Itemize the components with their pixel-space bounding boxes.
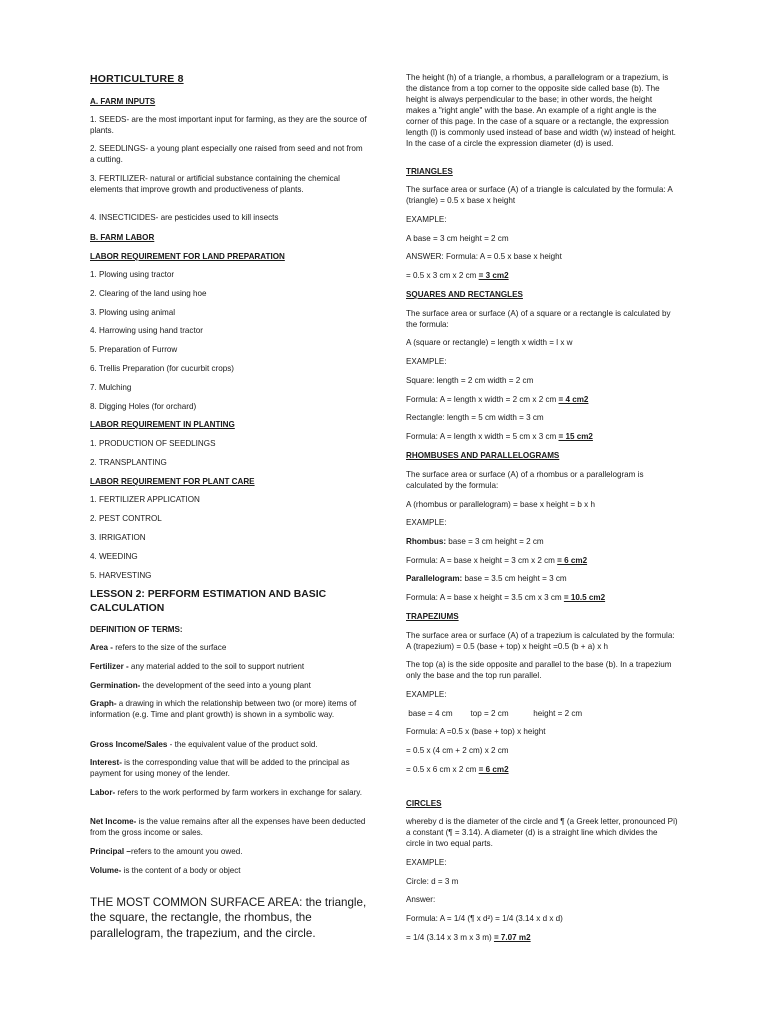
rhombus-example-label: EXAMPLE: — [406, 518, 447, 527]
trap-calc-1: = 0.5 x (4 cm + 2 cm) x 2 cm — [406, 746, 509, 755]
land-prep-heading: LABOR REQUIREMENT FOR LAND PREPARATION — [90, 252, 285, 261]
term-definition: the development of the seed into a young plant — [140, 681, 311, 690]
term-definition: refers to the amount you owed. — [130, 847, 243, 856]
term-item — [90, 787, 368, 798]
term-label: Interest- — [90, 758, 122, 767]
term-definition: a drawing in which the relationship between two (or more) items of information (e.g. Time and plant growth) is shown in a symbolic way. — [90, 699, 357, 719]
height-intro: The height (h) of a triangle, a rhombus, a parallelogram or a trapezium, is the distance from a top corner to the opposite side called base (b). The height is always perpendicular to the base; in other words, the height makes a "right angle" with the base. An example of a right angle is the corner of this page. In the case of a square or a rectangle, the expression length (l) is commonly used instead of base and width (w) instead of height. In the case of a circle the expression diameter (d) is used. — [406, 73, 676, 148]
plant-care-item: 5. HARVESTING — [90, 571, 152, 580]
farm-inputs-heading: A. FARM INPUTS — [90, 97, 156, 106]
term-item — [90, 739, 368, 750]
term-label: Area - — [90, 643, 113, 652]
land-prep-item: 1. Plowing using tractor — [90, 270, 175, 279]
term-label: Fertilizer - — [90, 662, 129, 671]
land-prep-item: 6. Trellis Preparation (for cucurbit crops) — [90, 364, 234, 373]
land-prep-item: 8. Digging Holes (for orchard) — [90, 402, 197, 411]
planting-item: 1. PRODUCTION OF SEEDLINGS — [90, 439, 216, 448]
input-item-seedlings: 2. SEEDLINGS- a young plant especially one raised from seed and not from a cutting. — [90, 144, 363, 164]
circles-formula: Formula: A = 1/4 (¶ x d²) = 1/4 (3.14 x d x d) — [406, 914, 563, 923]
rhombus-calc-text: Formula: A = base x height = 3 cm x 2 cm — [406, 556, 558, 565]
planting-heading: LABOR REQUIREMENT IN PLANTING — [90, 420, 235, 429]
rhombus-formula: A (rhombus or parallelogram) = base x height = b x h — [406, 500, 595, 509]
circles-calc — [406, 932, 678, 943]
rhombus-given-text: base = 3 cm height = 2 cm — [446, 537, 544, 546]
land-prep-item: 3. Plowing using animal — [90, 308, 176, 317]
para-calc — [406, 592, 678, 603]
term-label: Germination- — [90, 681, 141, 690]
plant-care-item: 1. FERTILIZER APPLICATION — [90, 495, 200, 504]
farm-labor-heading: B. FARM LABOR — [90, 233, 155, 242]
rhombus-result: = 6 cm2 — [557, 556, 588, 565]
trap-example-label: EXAMPLE: — [406, 690, 447, 699]
surface-area-summary: THE MOST COMMON SURFACE AREA: the triangle, the square, the rectangle, the rhombus, the parallelogram, the trapezium, and the circle. — [90, 895, 367, 940]
squares-formula: A (square or rectangle) = length x width = l x w — [406, 338, 573, 347]
square-given: Square: length = 2 cm width = 2 cm — [406, 376, 534, 385]
term-label: Gross Income/Sales — [90, 740, 168, 749]
para-given-text: base = 3.5 cm height = 3 cm — [462, 574, 567, 583]
circles-calc-text: = 1/4 (3.14 x 3 m x 3 m) — [406, 933, 494, 942]
circles-result: = 7.07 m2 — [493, 933, 531, 942]
rect-given: Rectangle: length = 5 cm width = 3 cm — [406, 413, 544, 422]
term-item — [90, 661, 368, 672]
input-item-insecticides: 4. INSECTICIDES- are pesticides used to kill insects — [90, 213, 279, 222]
rect-result: = 15 cm2 — [558, 432, 593, 441]
term-item — [90, 865, 368, 876]
term-label: Principal – — [90, 847, 131, 856]
rect-calc — [406, 431, 678, 442]
trap-calc-2 — [406, 764, 678, 775]
term-definition: - the equivalent value of the product sold. — [167, 740, 318, 749]
circles-text: whereby d is the diameter of the circle and ¶ (a Greek letter, pronounced Pi) a constant (¶ = 3.14). A diameter (d) is a straight line which divides the circle in two equal parts. — [406, 817, 678, 848]
squares-text: The surface area or surface (A) of a square or a rectangle is calculated by the formula: — [406, 309, 671, 329]
term-definition: refers to the work performed by farm workers in exchange for salary. — [115, 788, 362, 797]
definition-heading: DEFINITION OF TERMS: — [90, 625, 183, 634]
term-item — [90, 846, 368, 857]
plant-care-heading: LABOR REQUIREMENT FOR PLANT CARE — [90, 477, 255, 486]
triangles-given: A base = 3 cm height = 2 cm — [406, 234, 509, 243]
rhombus-text: The surface area or surface (A) of a rhombus or a parallelogram is calculated by the formula: — [406, 470, 644, 490]
triangles-example-label: EXAMPLE: — [406, 215, 447, 224]
term-definition: is the value remains after all the expenses have been deducted from the gross income or sales. — [90, 817, 366, 837]
rhombus-label: Rhombus: — [406, 537, 447, 546]
term-definition: is the corresponding value that will be added to the principal as payment for using money of the lender. — [90, 758, 350, 778]
circles-given: Circle: d = 3 m — [406, 877, 459, 886]
triangles-heading: TRIANGLES — [406, 167, 453, 176]
land-prep-item: 2. Clearing of the land using hoe — [90, 289, 207, 298]
term-label: Volume- — [90, 866, 122, 875]
term-item — [90, 642, 368, 653]
term-item — [90, 680, 368, 691]
squares-heading: SQUARES AND RECTANGLES — [406, 290, 523, 299]
triangles-calc — [406, 270, 678, 281]
rect-calc-text: Formula: A = length x width = 5 cm x 3 cm — [406, 432, 559, 441]
rhombus-given — [406, 536, 678, 547]
input-item-fertilizer: 3. FERTILIZER- natural or artificial substance containing the chemical elements that improve growth and productiveness of plants. — [90, 174, 340, 194]
para-label: Parallelogram: — [406, 574, 463, 583]
trap-calc-text: = 0.5 x 6 cm x 2 cm — [406, 765, 479, 774]
lesson-heading: LESSON 2: PERFORM ESTIMATION AND BASIC CALCULATION — [90, 589, 327, 614]
trap-text: The surface area or surface (A) of a trapezium is calculated by the formula: A (trapezium) = 0.5 (base + top) x height =0.5 (b + a) x h — [406, 631, 675, 651]
land-prep-item: 4. Harrowing using hand tractor — [90, 326, 203, 335]
term-item — [90, 816, 368, 838]
plant-care-item: 4. WEEDING — [90, 552, 138, 561]
term-item — [90, 698, 368, 720]
term-label: Graph- — [90, 699, 117, 708]
plant-care-item: 2. PEST CONTROL — [90, 514, 162, 523]
para-result: = 10.5 cm2 — [563, 593, 606, 602]
para-given — [406, 573, 678, 584]
document-title: HORTICULTURE 8 — [90, 73, 184, 85]
triangles-answer: ANSWER: Formula: A = 0.5 x base x height — [406, 252, 562, 261]
input-item-seeds: 1. SEEDS- are the most important input for farming, as they are the source of plants. — [90, 115, 367, 135]
term-definition: is the content of a body or object — [121, 866, 241, 875]
term-label: Net Income- — [90, 817, 137, 826]
plant-care-item: 3. IRRIGATION — [90, 533, 146, 542]
triangles-calc-text: = 0.5 x 3 cm x 2 cm — [406, 271, 479, 280]
para-calc-text: Formula: A = base x height = 3.5 cm x 3 cm — [406, 593, 564, 602]
triangles-result: = 3 cm2 — [478, 271, 509, 280]
term-label: Labor- — [90, 788, 116, 797]
squares-example-label: EXAMPLE: — [406, 357, 447, 366]
circles-heading: CIRCLES — [406, 799, 442, 808]
rhombus-heading: RHOMBUSES AND PARALLELOGRAMS — [406, 451, 560, 460]
planting-item: 2. TRANSPLANTING — [90, 458, 167, 467]
land-prep-item: 7. Mulching — [90, 383, 132, 392]
circles-example-label: EXAMPLE: — [406, 858, 447, 867]
circles-answer-label: Answer: — [406, 895, 436, 904]
trap-text-2: The top (a) is the side opposite and parallel to the base (b). In a trapezium only the base and the top run parallel. — [406, 660, 672, 680]
term-item — [90, 757, 368, 779]
trap-result: = 6 cm2 — [478, 765, 509, 774]
trap-formula: Formula: A =0.5 x (base + top) x height — [406, 727, 546, 736]
land-prep-item: 5. Preparation of Furrow — [90, 345, 178, 354]
trap-given: base = 4 cm top = 2 cm height = 2 cm — [406, 709, 583, 718]
square-calc — [406, 394, 678, 405]
triangles-text: The surface area or surface (A) of a triangle is calculated by the formula: A (triangle) = 0.5 x base x height — [406, 185, 673, 205]
term-definition: refers to the size of the surface — [112, 643, 227, 652]
rhombus-calc — [406, 555, 678, 566]
square-result: = 4 cm2 — [558, 395, 589, 404]
square-calc-text: Formula: A = length x width = 2 cm x 2 cm — [406, 395, 559, 404]
trap-heading: TRAPEZIUMS — [406, 612, 459, 621]
term-definition: any material added to the soil to support nutrient — [128, 662, 305, 671]
